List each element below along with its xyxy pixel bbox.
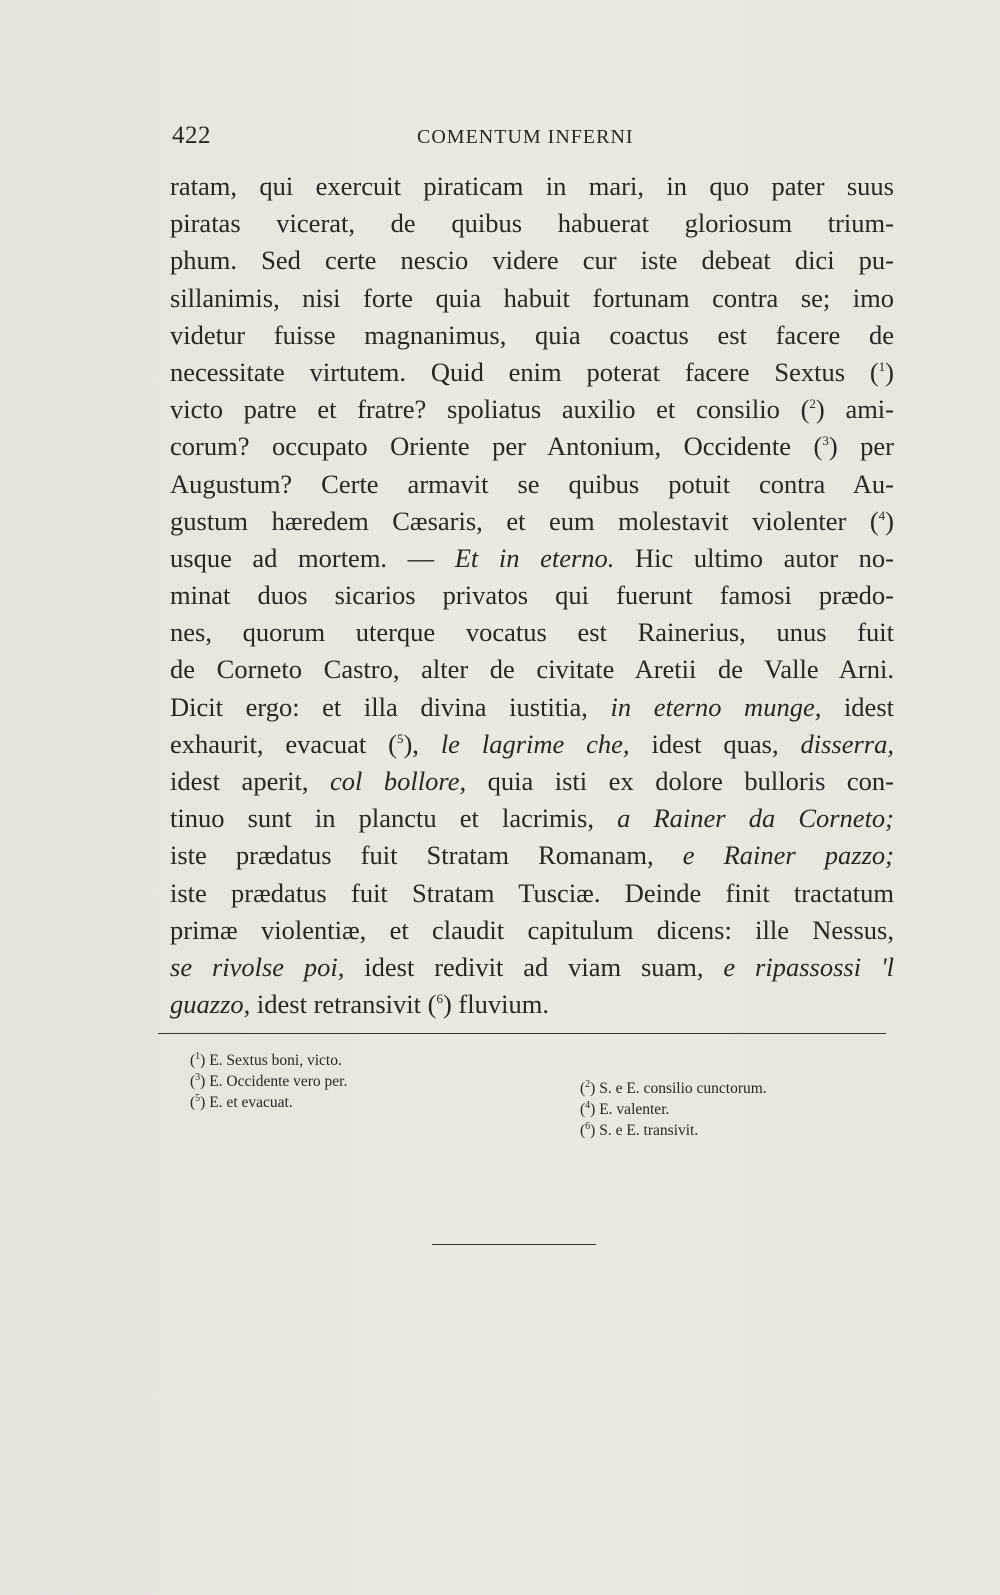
text-line — [170, 317, 894, 354]
text-line — [170, 949, 894, 986]
text-line — [170, 689, 894, 726]
text-line — [170, 391, 894, 428]
italic-quote: Et in eterno. — [454, 542, 615, 573]
italic-quote: se rivolse poi, — [170, 951, 345, 982]
footnote-number: 4 — [585, 1099, 591, 1111]
text-run: sillanimis, nisi forte quia habuit fortunam contra se; imo — [170, 282, 894, 313]
text-run: piratas vicerat, de quibus habuerat gloriosum trium- — [170, 208, 894, 239]
page-header — [172, 122, 892, 158]
text-run: ) — [885, 505, 894, 536]
text-run: idest redivit ad viam suam, — [344, 951, 724, 982]
text-run: exhaurit, evacuat ( — [170, 728, 397, 759]
text-run: videtur fuisse magnanimus, quia coactus est facere de — [170, 319, 894, 350]
text-run: primæ violentiæ, et claudit capitulum dicens: ille Nessus, — [170, 914, 894, 945]
footnote-divider — [158, 1033, 886, 1034]
footnote-text: S. e E. transivit. — [599, 1122, 699, 1139]
text-run: nes, quorum uterque vocatus est Rainerius, unus fuit — [170, 617, 894, 648]
text-run: ) per — [828, 431, 894, 462]
body-text — [170, 168, 894, 1023]
footnotes-right-column — [580, 1078, 767, 1141]
text-run: necessitate virtutem. Quid enim poterat facere Sextus ( — [170, 356, 879, 387]
text-line — [170, 800, 894, 837]
text-line — [170, 503, 894, 540]
text-run: usque ad mortem. — — [170, 542, 455, 573]
italic-quote: e ripassossi 'l — [723, 951, 894, 982]
footnote-text: E. Sextus boni, victo. — [209, 1052, 342, 1069]
running-title: COMENTUM INFERNI — [417, 126, 634, 148]
text-line — [170, 466, 894, 503]
text-line — [170, 280, 894, 317]
text-line — [170, 614, 894, 651]
footnote: ($^3$) E. Occidente vero per. — [190, 1071, 348, 1090]
italic-quote: e Rainer pazzo; — [682, 840, 894, 871]
footnote: ($^1$) E. Sextus boni, victo. — [190, 1050, 342, 1069]
text-run: ) fluvium. — [442, 989, 549, 1020]
text-line — [170, 875, 894, 912]
text-run: idest retransivit ( — [250, 989, 437, 1020]
text-run: iste prædatus fuit Stratam Tusciæ. Deinde finit tractatum — [170, 877, 894, 908]
text-run: Augustum? Certe armavit se quibus potuit contra Au- — [170, 468, 894, 499]
italic-quote: disserra, — [800, 728, 894, 759]
footnote-text: S. e E. consilio cunctorum. — [599, 1080, 767, 1097]
italic-quote: le lagrime che, — [440, 728, 630, 759]
footnote-text: E. Occidente vero per. — [209, 1073, 348, 1090]
text-run: ratam, qui exercuit piraticam in mari, in quo pater suus — [170, 171, 894, 201]
footnote-marker: 3 — [822, 433, 829, 449]
text-run: de Corneto Castro, alter de civitate Aretii de Valle Arni. — [170, 654, 894, 685]
text-run: ), — [403, 728, 441, 759]
text-line — [170, 354, 894, 391]
text-run: tinuo sunt in planctu et lacrimis, — [170, 803, 618, 834]
footnote: ($^5$) E. et evacuat. — [190, 1092, 293, 1111]
text-line — [170, 428, 894, 465]
text-line — [170, 168, 894, 205]
footnote-marker: 5 — [396, 730, 404, 746]
text-line — [170, 763, 894, 800]
text-run: phum. Sed certe nescio videre cur iste debeat dici pu- — [170, 245, 894, 276]
text-line — [170, 912, 894, 949]
footnote-number: 5 — [195, 1092, 201, 1104]
footnote-marker: 2 — [809, 396, 816, 412]
italic-quote: a Rainer da Corneto; — [617, 803, 894, 834]
text-line — [170, 837, 894, 874]
text-line — [170, 205, 894, 242]
footnotes-left-column — [190, 1050, 347, 1113]
text-run: iste prædatus fuit Stratam Romanam, — [170, 840, 683, 871]
text-run: Hic ultimo autor no- — [614, 542, 894, 573]
text-run: minat duos sicarios privatos qui fuerunt famosi prædo- — [170, 580, 894, 611]
footnote-number: 1 — [195, 1050, 201, 1062]
footnote-text: E. et evacuat. — [209, 1094, 293, 1111]
text-run: idest aperit, — [170, 766, 331, 796]
footnote: ($^4$) E. valenter. — [580, 1099, 670, 1118]
footnote-number: 2 — [585, 1078, 591, 1090]
italic-quote: guazzo, — [170, 989, 251, 1020]
footnote: ($^2$) S. e E. consilio cunctorum. — [580, 1078, 767, 1097]
text-run: Dicit ergo: et illa divina iustitia, — [170, 691, 611, 722]
text-line — [170, 577, 894, 614]
text-run: victo patre et fratre? spoliatus auxilio et consilio ( — [170, 394, 810, 425]
italic-quote: in eterno munge, — [610, 691, 822, 722]
text-run: corum? occupato Oriente per Antonium, Occidente ( — [170, 431, 823, 462]
text-run: ) — [885, 356, 894, 387]
text-run: gustum hæredem Cæsaris, et eum molestavit violenter ( — [170, 505, 879, 536]
page-number: 422 — [172, 122, 211, 149]
text-run: idest quas, — [629, 728, 801, 759]
text-line — [170, 726, 894, 763]
text-line — [170, 242, 894, 279]
footnote-number: 3 — [195, 1071, 201, 1083]
footnote: ($^6$) S. e E. transivit. — [580, 1120, 699, 1139]
text-run: quia isti ex dolore bulloris con- — [466, 766, 894, 796]
italic-quote: col bollore, — [330, 766, 467, 796]
footnote-text: E. valenter. — [599, 1101, 670, 1118]
footnote-marker: 4 — [878, 507, 886, 523]
text-line — [170, 986, 894, 1023]
footnote-marker: 1 — [878, 359, 886, 375]
footnote-marker: 6 — [436, 991, 443, 1007]
text-run: ) ami- — [815, 394, 894, 425]
footnote-number: 6 — [585, 1120, 591, 1132]
end-rule — [432, 1244, 596, 1245]
text-run: idest — [821, 691, 894, 722]
text-line — [170, 540, 894, 577]
text-line — [170, 651, 894, 688]
